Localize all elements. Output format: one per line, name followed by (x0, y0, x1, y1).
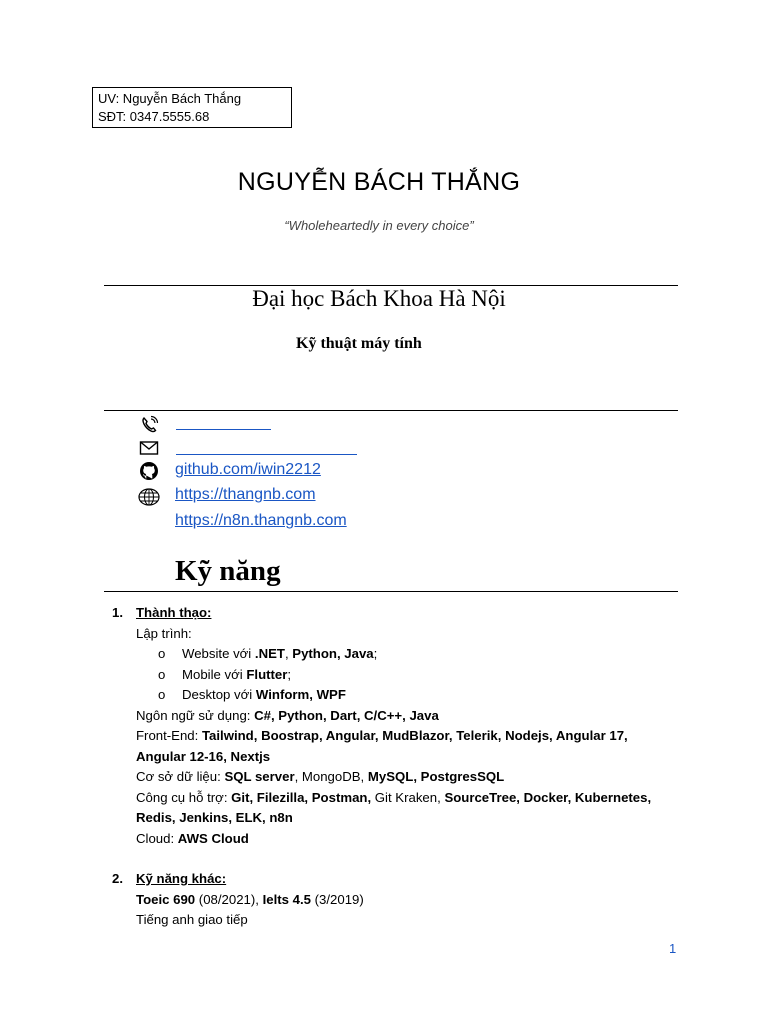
database-line: Cơ sở dữ liệu: SQL server, MongoDB, MySQL, PostgresSQL (136, 769, 505, 784)
bullet-icon: o (158, 687, 166, 702)
skills-section-title: Kỹ năng (175, 555, 281, 587)
github-icon (138, 460, 160, 482)
globe-icon (138, 486, 160, 508)
list-item: o Mobile với Flutter; (158, 665, 672, 686)
divider-contact (104, 410, 678, 411)
mail-icon (138, 437, 160, 459)
programming-label: Lập trình: (136, 625, 192, 641)
list-item: o Desktop với Winform, WPF (158, 685, 672, 706)
skills-list (112, 603, 672, 931)
list-item: o Website với .NET, Python, Java; (158, 644, 672, 665)
tools-line: Công cụ hỗ trợ: Git, Filezilla, Postman, Git Kraken, SourceTree, Docker, Kubernetes, Redis, Jenkins, ELK, n8n (136, 789, 652, 825)
page-number: 1 (669, 941, 677, 956)
bullet-icon: o (158, 666, 166, 682)
list-number: 1. (112, 605, 123, 620)
programming-list (136, 644, 672, 706)
cloud-line: Cloud: AWS Cloud (136, 830, 249, 846)
website-link[interactable]: https://thangnb.com (175, 486, 316, 503)
frontend-line: Front-End: Tailwind, Boostrap, Angular, MudBlazor, Telerik, Nodejs, Angular 17, Angular 12-16, Nextjs (136, 728, 628, 764)
candidate-phone-line: SĐT: 0347.5555.68 (98, 109, 210, 124)
bullet-icon: o (158, 646, 166, 661)
major-name: Kỹ thuật máy tính (296, 335, 422, 352)
phone-icon (138, 414, 160, 436)
languages-line: Ngôn ngữ sử dụng: C#, Python, Dart, C/C++, Java (136, 707, 439, 723)
list-number: 2. (112, 871, 123, 886)
skill-group-heading: Kỹ năng khác: (136, 871, 227, 886)
full-name-title: NGUYỄN BÁCH THẮNG (237, 168, 521, 196)
phone-link[interactable] (176, 429, 271, 430)
email-link[interactable] (176, 454, 357, 455)
slogan: “Wholeheartedly in every choice” (284, 218, 474, 233)
candidate-info-box (92, 87, 292, 128)
skill-group-heading: Thành thạo: (136, 605, 212, 620)
skill-group-other (112, 869, 672, 931)
website2-link[interactable]: https://n8n.thangnb.com (175, 512, 347, 529)
candidate-name-line: UV: Nguyễn Bách Thắng (98, 91, 242, 106)
github-link[interactable]: github.com/iwin2212 (175, 461, 321, 478)
certificates-line: Toeic 690 (08/2021), Ielts 4.5 (3/2019) (136, 891, 364, 907)
skill-group-proficient (112, 603, 672, 849)
communication-line: Tiếng anh giao tiếp (136, 912, 248, 927)
divider-skills (104, 591, 678, 592)
university-name: Đại học Bách Khoa Hà Nội (252, 286, 506, 311)
